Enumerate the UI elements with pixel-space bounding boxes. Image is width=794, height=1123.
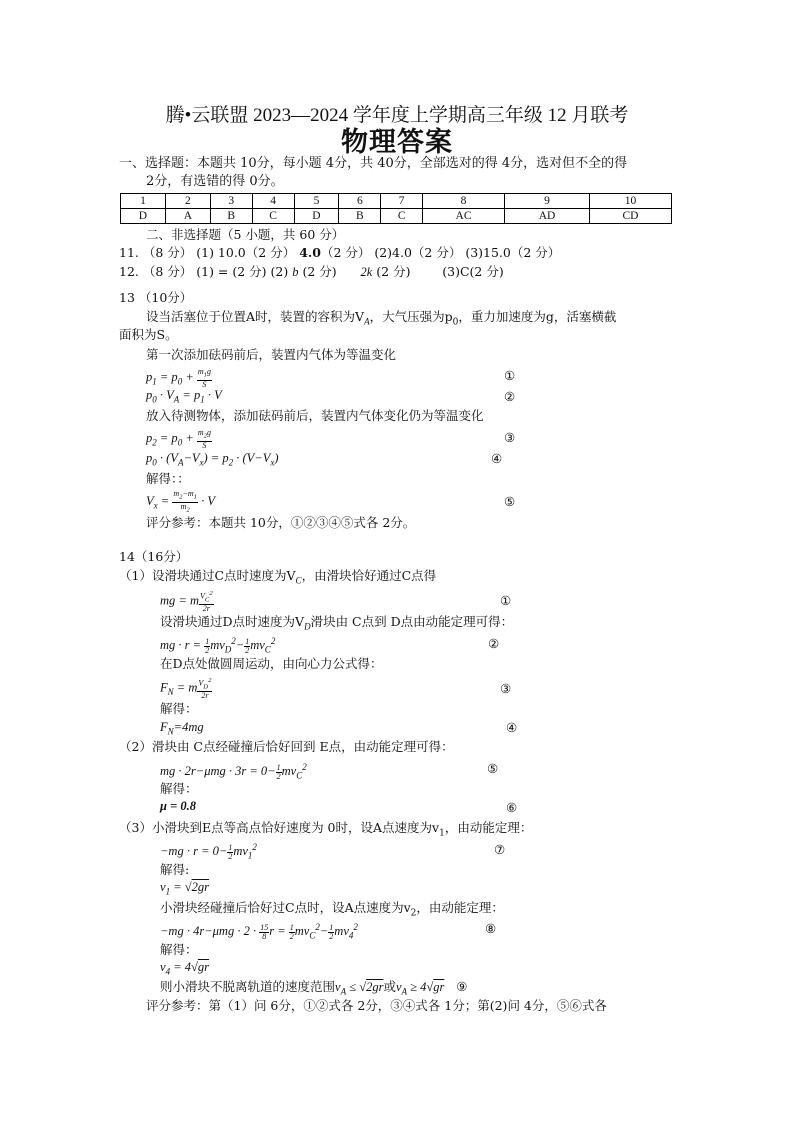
q14-mark6: ⑥ — [506, 800, 518, 815]
q11-prefix: 11. （8 分） (1) 10.0（2 分） — [119, 245, 296, 260]
q14-solve-1: 解得： — [160, 701, 198, 716]
q13-mark4: ④ — [491, 451, 503, 466]
q14-head: 14（16分） — [119, 549, 189, 564]
q14-range: 则小滑块不脱离轨道的速度范围$v_A \le √2gr$或$v_A \ge 4√gr$ ⑨ — [160, 979, 468, 997]
q12-b: b — [292, 265, 299, 279]
q12-mid1: (2 分) — [302, 264, 337, 279]
q14-eq3: $F_N = m$ $\frac{V_D^2}{2r}$ — [160, 677, 212, 701]
q14-solve-4: 解得： — [160, 942, 198, 957]
table-cell: 10 — [590, 194, 672, 209]
part1-instruction-cont: 2分，有选错的得 0分。 — [146, 174, 284, 189]
q13-intro-a: 设当活塞位于位置A时，装置的容积为V — [146, 309, 365, 324]
q11-rest: （2 分） (2)4.0（2 分） (3)15.0（2 分） — [320, 245, 561, 260]
q14-mark1: ① — [500, 593, 512, 608]
q14-eq7: −mg · r = 0− $\frac{1}{2}$ $mv_1^2$ — [160, 842, 257, 861]
q13-mark5: ⑤ — [504, 494, 516, 509]
q14-part1: （1）设滑块通过C点时速度为$V_C$，由滑块恰好通过C点得 — [119, 568, 437, 586]
q14-part1-d: 设滑块通过D点时速度为$V_D$滑块由 C点到 D点由动能定理可得： — [160, 614, 514, 632]
table-cell: D — [121, 209, 166, 224]
q14-fn-symbol: F — [160, 720, 168, 734]
q13-eq1: $p_1 = p_0$ + $\frac{m_1g}{S}$ — [146, 367, 211, 389]
answer-key-row — [121, 209, 672, 224]
q12-answer — [119, 264, 504, 280]
table-cell: 5 — [294, 194, 339, 209]
table-cell: AD — [505, 209, 590, 224]
table-cell: D — [294, 209, 339, 224]
table-cell: 9 — [505, 194, 590, 209]
table-cell: CD — [590, 209, 672, 224]
table-cell: 2 — [165, 194, 210, 209]
table-cell: 6 — [339, 194, 381, 209]
q13-eq3: $p_2 = p_0$ + $\frac{m_2g}{S}$ — [146, 428, 211, 450]
part1-instruction: 一、选择题：本题共 10分，每小题 4分，共 40分，全部选对的得 4分，选对但不全的得 — [119, 156, 628, 171]
q13-intro-b: ，大气压强为p — [369, 309, 453, 324]
q13-text1: 第一次添加砝码前后，装置内气体为等温变化 — [146, 347, 397, 362]
q14-mark7: ⑦ — [494, 842, 506, 857]
q14-mark8: ⑧ — [485, 921, 497, 936]
q11-answer — [119, 245, 560, 260]
table-cell: 8 — [423, 194, 505, 209]
q11-bold-value: 4.0 — [299, 245, 321, 260]
q14-v1: $v_1 = √2gr$ — [160, 880, 209, 897]
q13-score: 评分参考：本题共 10分，①②③④⑤式各 2分。 — [146, 515, 416, 530]
q14-eq1: mg = m $\frac{V_C^2}{2r}$ — [160, 590, 213, 614]
table-cell: 3 — [210, 194, 252, 209]
q12-mid2: (2 分) — [376, 264, 411, 279]
q14-mark9: ⑨ — [456, 979, 468, 994]
q14-score: 评分参考：第（1）问 6分，①②式各 2分，③④式各 1分；第(2)问 4分，⑤⑥式各 — [146, 998, 607, 1013]
part2-title: 二、非选择题（5 小题，共 60 分） — [146, 227, 345, 242]
q14-v4: $v_4 = 4√gr$ — [160, 960, 209, 977]
q14-mark5: ⑤ — [487, 761, 499, 776]
q14-mark4: ④ — [506, 720, 518, 735]
q12-prefix: 12. （8 分） (1) = (2 分) (2) — [119, 264, 289, 279]
q14-text6: 小滑块经碰撞后恰好过C点时，设A点速度为$v_2$，由动能定理： — [160, 900, 504, 919]
q14-eq2: mg · r = $\frac{1}{2}$ $mv_D^2-$ $\frac{1}{2}$ $mv_C^2$ — [160, 636, 276, 655]
q14-part2: （2）滑块由 C点经碰撞后恰好回到 E点，由动能定理可得： — [119, 739, 454, 754]
q14-eq8: −mg · 4r−μmg · 2 · $\frac{15}{8}$ r = $\frac{1}{2}$ $mv_C^2-$ $\frac{1}{2}$ $mv_4^2$ — [160, 922, 358, 941]
q14-solve-3: 解得: — [160, 862, 190, 877]
q14-mark2: ② — [488, 636, 500, 651]
q14-fn-value: =4mg — [173, 720, 204, 734]
q13-intro-c: ，重力加速度为g，活塞横截 — [458, 309, 617, 324]
answer-number-row — [121, 194, 672, 209]
q14-eq5: mg · 2r−μmg · 3r = 0− $\frac{1}{2}$ $mv_C^2$ — [160, 762, 307, 781]
q13-intro: 设当活塞位于位置A时，装置的容积为$V_A$，大气压强为$p_0$，重力加速度为g，活塞横截 — [146, 309, 617, 328]
page-title: 物理答案 — [341, 127, 453, 158]
table-cell: B — [339, 209, 381, 224]
q13-mark3: ③ — [504, 430, 516, 445]
q14-mark3: ③ — [500, 681, 512, 696]
table-cell: B — [210, 209, 252, 224]
q13-head: 13 （10分） — [119, 290, 193, 305]
q14-p6: 小滑块经碰撞后恰好过C点时，设A点速度为v — [160, 900, 411, 915]
table-cell: 7 — [381, 194, 423, 209]
q14-text3: 在D点处做圆周运动，由向心力公式得： — [160, 656, 383, 671]
q14-part3: （3）小滑块到E点等高点恰好速度为 0时，设A点速度为$v_1$，由动能定理： — [119, 820, 533, 839]
q13-solve: 解得：： — [146, 471, 190, 486]
q13-eq5: $V_x$ = $\frac{m_2-m_1}{m_2}$ · V — [146, 489, 215, 514]
table-cell: 1 — [121, 194, 166, 209]
q14-p1: （1）设滑块通过C点时速度为V — [119, 568, 296, 583]
header-line1: 腾•云联盟 2023—2024 学年度上学期高三年级 12 月联考 — [165, 105, 629, 126]
q14-p2: 设滑块通过D点时速度为V — [160, 614, 305, 629]
q13-mark2: ② — [504, 389, 516, 404]
q14-p7: 则小滑块不脱离轨道的速度范围 — [160, 979, 336, 994]
q14-p5: （3）小滑块到E点等高点恰好速度为 0时，设A点速度为v — [119, 820, 440, 835]
q13-mark1: ① — [504, 368, 516, 383]
q14-p1b: ，由滑块恰好通过C点得 — [301, 568, 437, 583]
q14-mu: μ = 0.8 — [160, 799, 196, 813]
q14-p5b: ，由动能定理： — [444, 820, 533, 835]
q12-k: 2k — [360, 265, 373, 279]
table-cell: 4 — [252, 194, 294, 209]
q13-eq4: $p_0 \cdot (V_A-V_x) = p_2 \cdot (V-V_x)$ — [146, 451, 279, 468]
q13-text2: 放入待测物体，添加砝码前后，装置内气体变化仍为等温变化 — [146, 408, 484, 423]
q13-intro2: 面积为S。 — [119, 327, 178, 342]
q13-eq2: $p_0 \cdot V_A = p_1 \cdot V$ — [146, 388, 222, 405]
q14-solve-2: 解得： — [160, 781, 198, 796]
q14-fn: $F_N=4mg$ — [160, 720, 204, 737]
table-cell: A — [165, 209, 210, 224]
q14-p2b: 滑块由 C点到 D点由动能定理可得： — [310, 614, 514, 629]
q12-end: (3)C(2 分) — [442, 264, 504, 279]
q14-p6b: ，由动能定理： — [416, 900, 504, 915]
answer-table — [120, 193, 672, 224]
table-cell: AC — [423, 209, 505, 224]
table-cell: C — [381, 209, 423, 224]
table-cell: C — [252, 209, 294, 224]
